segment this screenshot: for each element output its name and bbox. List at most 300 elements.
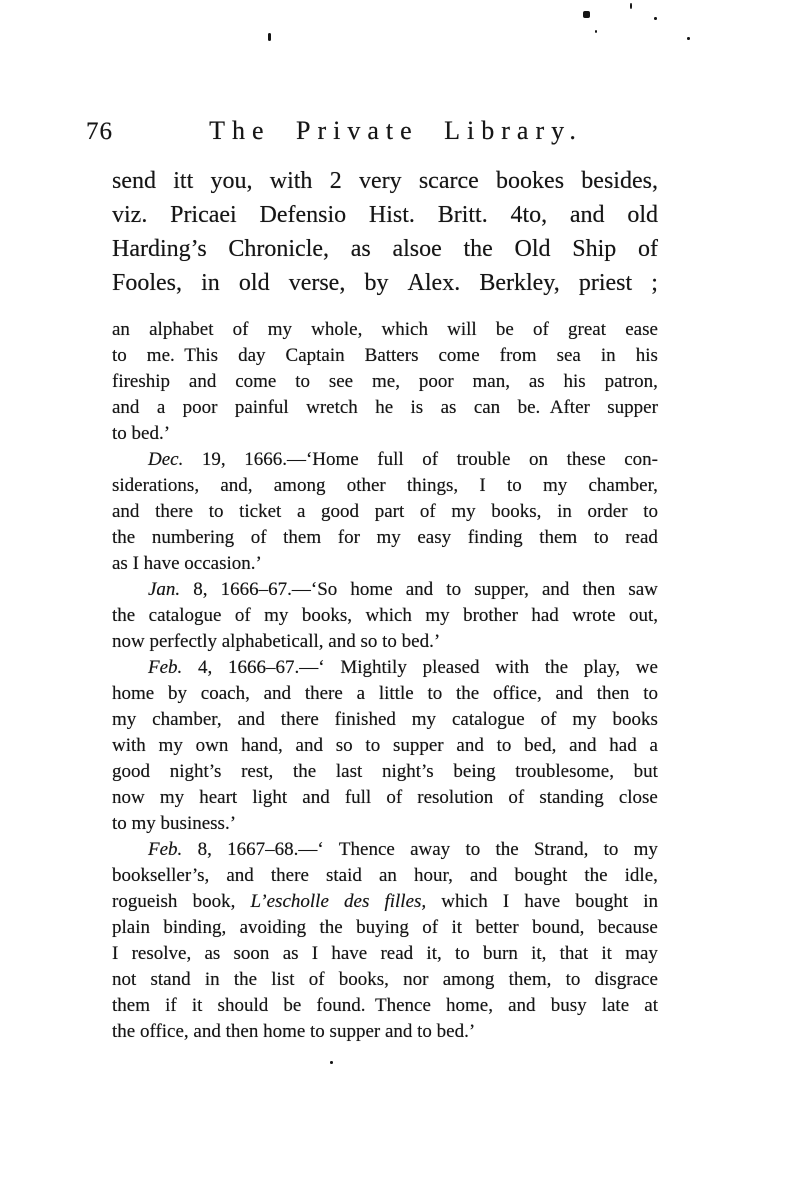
word: poor xyxy=(182,397,218,418)
word: to xyxy=(365,735,381,756)
word: and xyxy=(555,683,583,704)
text-line xyxy=(112,681,658,707)
word: Fooles, xyxy=(112,270,183,296)
word: and xyxy=(469,865,498,886)
intro-paragraph xyxy=(112,164,658,300)
word: of xyxy=(422,449,439,470)
word: patron, xyxy=(604,371,658,392)
word: and xyxy=(541,579,570,600)
word: books, xyxy=(491,501,542,522)
word: as xyxy=(204,943,221,964)
word: to xyxy=(465,839,481,860)
word: siderations, xyxy=(112,475,200,496)
word: the xyxy=(544,657,569,678)
word: Strand, xyxy=(533,839,589,860)
word: old xyxy=(238,270,270,296)
word: my xyxy=(376,527,401,548)
word: in xyxy=(201,270,220,296)
word: part xyxy=(374,501,405,522)
word: 1666–67.—‘So xyxy=(220,579,338,600)
italic-word: filles, xyxy=(384,891,427,912)
word: priest xyxy=(578,270,633,296)
word: in xyxy=(204,969,220,990)
word: books, xyxy=(338,969,389,990)
word: 1666–67.—‘ xyxy=(228,657,325,678)
text-line xyxy=(112,915,658,941)
text-line xyxy=(112,785,658,811)
word: from xyxy=(499,345,537,366)
scan-speck xyxy=(687,37,690,40)
word: plain xyxy=(112,917,150,938)
word: an xyxy=(112,319,130,340)
word: bookseller’s, xyxy=(112,865,210,886)
word: then xyxy=(582,579,616,600)
word: of xyxy=(250,527,267,548)
word: play, xyxy=(583,657,620,678)
word: as xyxy=(350,236,371,262)
word: of xyxy=(419,501,436,522)
word: catalogue xyxy=(148,605,222,626)
text-line xyxy=(112,889,658,915)
word: there xyxy=(304,683,343,704)
italic-word: L’escholle xyxy=(250,891,329,912)
word: and xyxy=(569,202,605,228)
word: I xyxy=(112,943,119,964)
text-line xyxy=(112,499,658,525)
word: of xyxy=(308,969,325,990)
word: which xyxy=(381,319,428,340)
italic-word: Dec. xyxy=(148,449,184,470)
text-line xyxy=(112,369,658,395)
word: of xyxy=(234,605,251,626)
word: with xyxy=(112,735,146,756)
word: itt xyxy=(173,168,194,194)
word: my xyxy=(542,475,568,496)
word: resolution xyxy=(417,787,494,808)
word: 4, xyxy=(198,657,213,678)
word: them xyxy=(112,995,150,1016)
word: had xyxy=(531,605,559,626)
text-line xyxy=(112,759,658,785)
text-line xyxy=(112,164,658,198)
scan-speck xyxy=(268,33,271,41)
word: good xyxy=(321,501,360,522)
word: troublesome, xyxy=(515,761,614,782)
word: had xyxy=(609,735,637,756)
word: now xyxy=(112,787,145,808)
word: my xyxy=(267,319,292,340)
word: my xyxy=(264,605,289,626)
word: easy xyxy=(417,527,452,548)
word: of xyxy=(422,917,439,938)
word: close xyxy=(618,787,658,808)
word: con- xyxy=(624,449,658,470)
text-line xyxy=(112,863,658,889)
word: the xyxy=(463,236,493,262)
word: supper xyxy=(607,397,658,418)
word: viz. xyxy=(112,202,148,228)
word: coach, xyxy=(200,683,250,704)
word: he xyxy=(375,397,394,418)
word: be. After xyxy=(517,397,590,418)
word: not xyxy=(112,969,137,990)
word: besides, xyxy=(581,168,658,194)
word: to xyxy=(565,969,581,990)
word: at xyxy=(644,995,658,1016)
word: I xyxy=(502,891,510,912)
word: soon xyxy=(233,943,270,964)
word: of xyxy=(533,319,549,340)
italic-word: Feb. xyxy=(148,657,183,678)
word: to xyxy=(643,683,658,704)
word: to xyxy=(295,371,310,392)
word: chamber, xyxy=(152,709,222,730)
text-line xyxy=(112,317,658,343)
word: them, xyxy=(508,969,552,990)
paragraph xyxy=(112,447,658,577)
text-run: as I have occasion.’ xyxy=(112,553,262,574)
word: you, xyxy=(210,168,253,194)
word: better xyxy=(475,917,519,938)
word: to xyxy=(643,501,658,522)
word: and xyxy=(112,397,140,418)
text-run: to bed.’ xyxy=(112,423,171,444)
word: to xyxy=(446,579,462,600)
word: there xyxy=(155,501,194,522)
word: read xyxy=(380,943,414,964)
word: come xyxy=(235,371,277,392)
word: me. This xyxy=(146,345,219,366)
word: be xyxy=(495,319,514,340)
word: my xyxy=(112,709,137,730)
word: it, xyxy=(426,943,442,964)
text-line xyxy=(112,395,658,421)
word: stand xyxy=(150,969,191,990)
word: of xyxy=(232,319,249,340)
word: wrote xyxy=(572,605,616,626)
word: 8, xyxy=(193,579,208,600)
text-line xyxy=(112,967,658,993)
word: the xyxy=(319,917,343,938)
scan-speck xyxy=(583,11,590,18)
word: supper, xyxy=(474,579,529,600)
word: book, xyxy=(192,891,236,912)
word: so xyxy=(335,735,353,756)
word: we xyxy=(635,657,658,678)
word: among xyxy=(273,475,326,496)
word: standing xyxy=(539,787,604,808)
word: good xyxy=(112,761,150,782)
word: I xyxy=(479,475,486,496)
word: my xyxy=(159,787,185,808)
text-line xyxy=(112,266,658,300)
word: 4to, xyxy=(510,202,548,228)
word: have xyxy=(331,943,368,964)
paragraph xyxy=(112,317,658,447)
text-line xyxy=(112,473,658,499)
word: by xyxy=(364,270,389,296)
word: home xyxy=(350,579,393,600)
word: in xyxy=(600,345,616,366)
word: bookes xyxy=(496,168,565,194)
word: a xyxy=(296,501,306,522)
word: buying xyxy=(356,917,409,938)
text-line xyxy=(112,733,658,759)
word: ; xyxy=(651,270,658,296)
word: come xyxy=(438,345,480,366)
word: alsoe xyxy=(392,236,442,262)
text-line xyxy=(112,232,658,266)
word: Harding’s xyxy=(112,236,207,262)
word: Britt. xyxy=(437,202,488,228)
text-line xyxy=(112,1019,658,1045)
scan-speck xyxy=(630,3,632,9)
scan-speck xyxy=(595,30,597,33)
word: to xyxy=(506,475,522,496)
word: saw xyxy=(628,579,658,600)
word: and xyxy=(295,735,323,756)
word: my xyxy=(633,839,658,860)
word: Captain xyxy=(285,345,345,366)
word: ticket xyxy=(239,501,282,522)
word: with xyxy=(269,168,313,194)
word: Ship xyxy=(572,236,617,262)
word: and xyxy=(569,735,597,756)
text-line xyxy=(112,421,658,447)
word: finished xyxy=(334,709,396,730)
word: home, xyxy=(446,995,493,1016)
word: read xyxy=(625,527,658,548)
word: the xyxy=(233,969,258,990)
word: my xyxy=(572,709,597,730)
word: the xyxy=(292,761,317,782)
word: of xyxy=(508,787,525,808)
word: away xyxy=(410,839,451,860)
word: the xyxy=(112,527,136,548)
word: full xyxy=(377,449,404,470)
word: because xyxy=(597,917,658,938)
word: catalogue xyxy=(451,709,525,730)
scan-speck xyxy=(330,1061,333,1064)
word: these xyxy=(566,449,606,470)
word: will xyxy=(447,319,477,340)
word: things, xyxy=(406,475,459,496)
word: whole, xyxy=(311,319,363,340)
text-line xyxy=(112,707,658,733)
word: to xyxy=(496,735,512,756)
word: and xyxy=(302,787,330,808)
word: and xyxy=(226,865,254,886)
word: see xyxy=(328,371,354,392)
word: the xyxy=(112,605,136,626)
word: out, xyxy=(628,605,658,626)
word: chamber, xyxy=(588,475,658,496)
word: and xyxy=(237,709,265,730)
word: other xyxy=(346,475,386,496)
word: to xyxy=(427,683,443,704)
word: for xyxy=(337,527,360,548)
word: if xyxy=(165,995,177,1016)
word: but xyxy=(633,761,658,782)
word: ease xyxy=(625,319,658,340)
word: me, xyxy=(371,371,400,392)
word: little xyxy=(378,683,414,704)
word: sea xyxy=(556,345,581,366)
word: rest, xyxy=(241,761,274,782)
diary-quotes xyxy=(112,317,658,1045)
word: Chronicle, xyxy=(228,236,330,262)
word: be xyxy=(283,995,302,1016)
word: verse, xyxy=(288,270,346,296)
word: a xyxy=(356,683,366,704)
word: to xyxy=(593,527,609,548)
word: 1667–68.—‘ xyxy=(227,839,324,860)
italic-word: des xyxy=(344,891,370,912)
word: to xyxy=(603,839,619,860)
word: to xyxy=(112,345,127,366)
word: them xyxy=(283,527,322,548)
word: his xyxy=(635,345,658,366)
word: list xyxy=(271,969,295,990)
word: day xyxy=(238,345,266,366)
paragraph xyxy=(112,577,658,655)
word: great xyxy=(568,319,607,340)
word: Old xyxy=(514,236,551,262)
italic-word: Feb. xyxy=(148,839,183,860)
word: alphabet xyxy=(149,319,214,340)
word: bought xyxy=(575,891,629,912)
word: nor xyxy=(403,969,429,990)
word: Thence xyxy=(338,839,395,860)
page-header xyxy=(86,116,658,152)
word: which xyxy=(365,605,412,626)
italic-word: Jan. xyxy=(148,579,181,600)
word: scarce xyxy=(418,168,479,194)
scan-speck xyxy=(654,17,657,20)
word: bed, xyxy=(524,735,557,756)
word: among xyxy=(442,969,495,990)
word: being xyxy=(453,761,496,782)
word: own xyxy=(195,735,229,756)
word: to xyxy=(454,943,470,964)
word: and xyxy=(405,579,434,600)
word: Berkley, xyxy=(479,270,560,296)
word: Mightily xyxy=(340,657,407,678)
word: Batters xyxy=(364,345,419,366)
word: trouble xyxy=(456,449,511,470)
text-line xyxy=(112,993,658,1019)
word: and, xyxy=(220,475,253,496)
word: it, xyxy=(531,943,547,964)
word: wretch xyxy=(306,397,358,418)
text-line xyxy=(112,577,658,603)
word: numbering xyxy=(151,527,235,548)
text-line xyxy=(112,603,658,629)
word: heart xyxy=(199,787,238,808)
word: of xyxy=(540,709,557,730)
word: as xyxy=(528,371,545,392)
word: bought xyxy=(514,865,568,886)
word: as xyxy=(440,397,457,418)
word: Alex. xyxy=(407,270,461,296)
word: my xyxy=(158,735,183,756)
word: brother xyxy=(463,605,518,626)
word: with xyxy=(495,657,530,678)
word: to xyxy=(208,501,224,522)
word: order xyxy=(587,501,628,522)
text-line xyxy=(112,811,658,837)
paragraph xyxy=(112,837,658,1045)
word: disgrace xyxy=(594,969,658,990)
word: is xyxy=(410,397,424,418)
word: the xyxy=(584,865,608,886)
word: poor xyxy=(418,371,454,392)
word: Defensio xyxy=(259,202,347,228)
word: it xyxy=(601,943,612,964)
word: full xyxy=(344,787,372,808)
word: found. Thence xyxy=(316,995,431,1016)
word: avoiding xyxy=(239,917,307,938)
word: finding xyxy=(467,527,523,548)
word: can xyxy=(473,397,501,418)
word: night’s xyxy=(169,761,222,782)
word: light xyxy=(252,787,288,808)
word: of xyxy=(637,236,658,262)
word: there xyxy=(280,709,319,730)
word: busy xyxy=(550,995,587,1016)
word: and xyxy=(263,683,292,704)
word: 1666.—‘Home xyxy=(244,449,359,470)
word: office, xyxy=(493,683,542,704)
word: 8, xyxy=(197,839,212,860)
text-line xyxy=(112,655,658,681)
word: 2 xyxy=(329,168,342,194)
text-line xyxy=(112,837,658,863)
word: pleased xyxy=(422,657,480,678)
word: that xyxy=(559,943,589,964)
word: send xyxy=(112,168,156,194)
word: last xyxy=(335,761,363,782)
word: and xyxy=(456,735,484,756)
word: my xyxy=(411,709,437,730)
text-line xyxy=(112,941,658,967)
word: old xyxy=(627,202,658,228)
word: as xyxy=(282,943,299,964)
word: then xyxy=(596,683,630,704)
word: may xyxy=(625,943,658,964)
word: hand, xyxy=(241,735,283,756)
word: books xyxy=(612,709,658,730)
word: on xyxy=(529,449,549,470)
word: I xyxy=(311,943,319,964)
word: books, xyxy=(301,605,353,626)
word: bound, xyxy=(532,917,585,938)
word: binding, xyxy=(163,917,227,938)
word: which xyxy=(441,891,488,912)
page-number: 76 xyxy=(86,118,113,145)
word: them xyxy=(539,527,578,548)
word: man, xyxy=(472,371,510,392)
word: should xyxy=(217,995,269,1016)
word: of xyxy=(386,787,403,808)
text-line xyxy=(112,525,658,551)
word: Pricaei xyxy=(170,202,237,228)
word: a xyxy=(649,735,658,756)
paragraph xyxy=(112,655,658,837)
word: very xyxy=(358,168,402,194)
word: my xyxy=(425,605,450,626)
word: an xyxy=(378,865,397,886)
